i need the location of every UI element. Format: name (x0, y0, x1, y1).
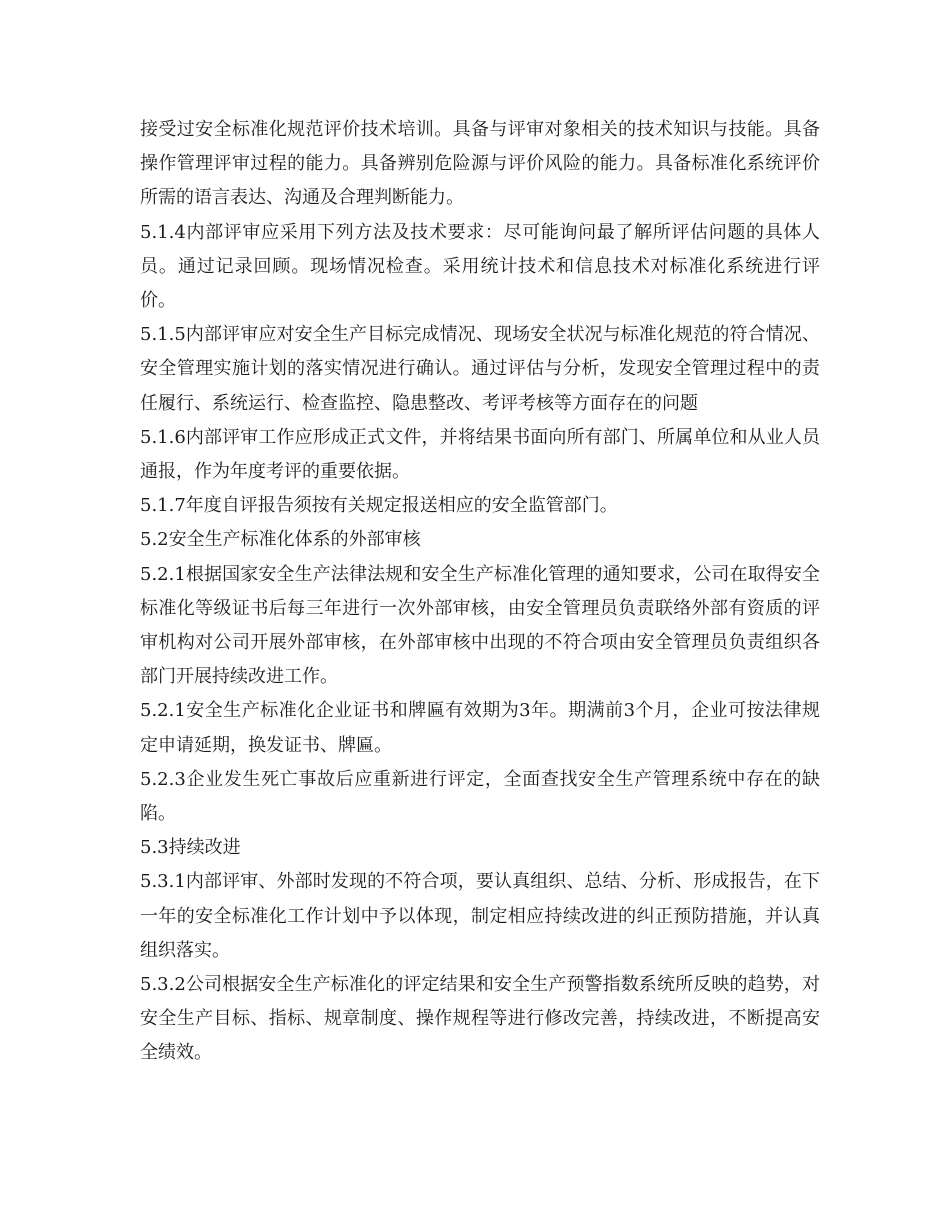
paragraph: 5.3.2公司根据安全生产标准化的评定结果和安全生产预警指数系统所反映的趋势，对安全生产目标、指标、规章制度、操作规程等进行修改完善，持续改进，不断提高安全绩效。 (140, 974, 820, 1064)
paragraph: 5.1.5内部评审应对安全生产目标完成情况、现场安全状况与标准化规范的符合情况、安全管理实施计划的落实情况进行确认。通过评估与分析，发现安全管理过程中的责任履行、系统运行、检查监控、隐患整改、考评考核等方面存在的问题 (140, 324, 820, 414)
paragraph: 5.2.1根据国家安全生产法律法规和安全生产标准化管理的通知要求，公司在取得安全标准化等级证书后每三年进行一次外部审核，由安全管理员负责联络外部有资质的评审机构对公司开展外部审核，在外部审核中出现的不符合项由安全管理员负责组织各部门开展持续改进工作。 (140, 563, 820, 688)
document-body (140, 113, 820, 1071)
paragraph: 5.2.3企业发生死亡事故后应重新进行评定，全面查找安全生产管理系统中存在的缺陷。 (140, 768, 820, 825)
paragraph: 接受过安全标准化规范评价技术培训。具备与评审对象相关的技术知识与技能。具备操作管理评审过程的能力。具备辨别危险源与评价风险的能力。具备标准化系统评价所需的语言表达、沟通及合理判断能力。 (140, 119, 820, 209)
paragraph: 5.1.4内部评审应采用下列方法及技术要求：尽可能询问最了解所评估问题的具体人员。通过记录回顾。现场情况检查。采用统计技术和信息技术对标准化系统进行评价。 (140, 221, 820, 312)
paragraph: 5.2.1安全生产标准化企业证书和牌匾有效期为3年。期满前3个月，企业可按法律规定申请延期，换发证书、牌匾。 (140, 700, 820, 756)
section-heading: 5.2安全生产标准化体系的外部审核 (140, 529, 421, 551)
paragraph: 5.1.6内部评审工作应形成正式文件，并将结果书面向所有部门、所属单位和从业人员通报，作为年度考评的重要依据。 (140, 426, 820, 483)
section-heading: 5.3持续改进 (140, 837, 241, 859)
paragraph: 5.1.7年度自评报告须按有关规定报送相应的安全监管部门。 (140, 495, 618, 517)
paragraph: 5.3.1内部评审、外部时发现的不符合项，要认真组织、总结、分析、形成报告，在下一年的安全标准化工作计划中予以体现，制定相应持续改进的纠正预防措施，并认真组织落实。 (140, 871, 820, 961)
